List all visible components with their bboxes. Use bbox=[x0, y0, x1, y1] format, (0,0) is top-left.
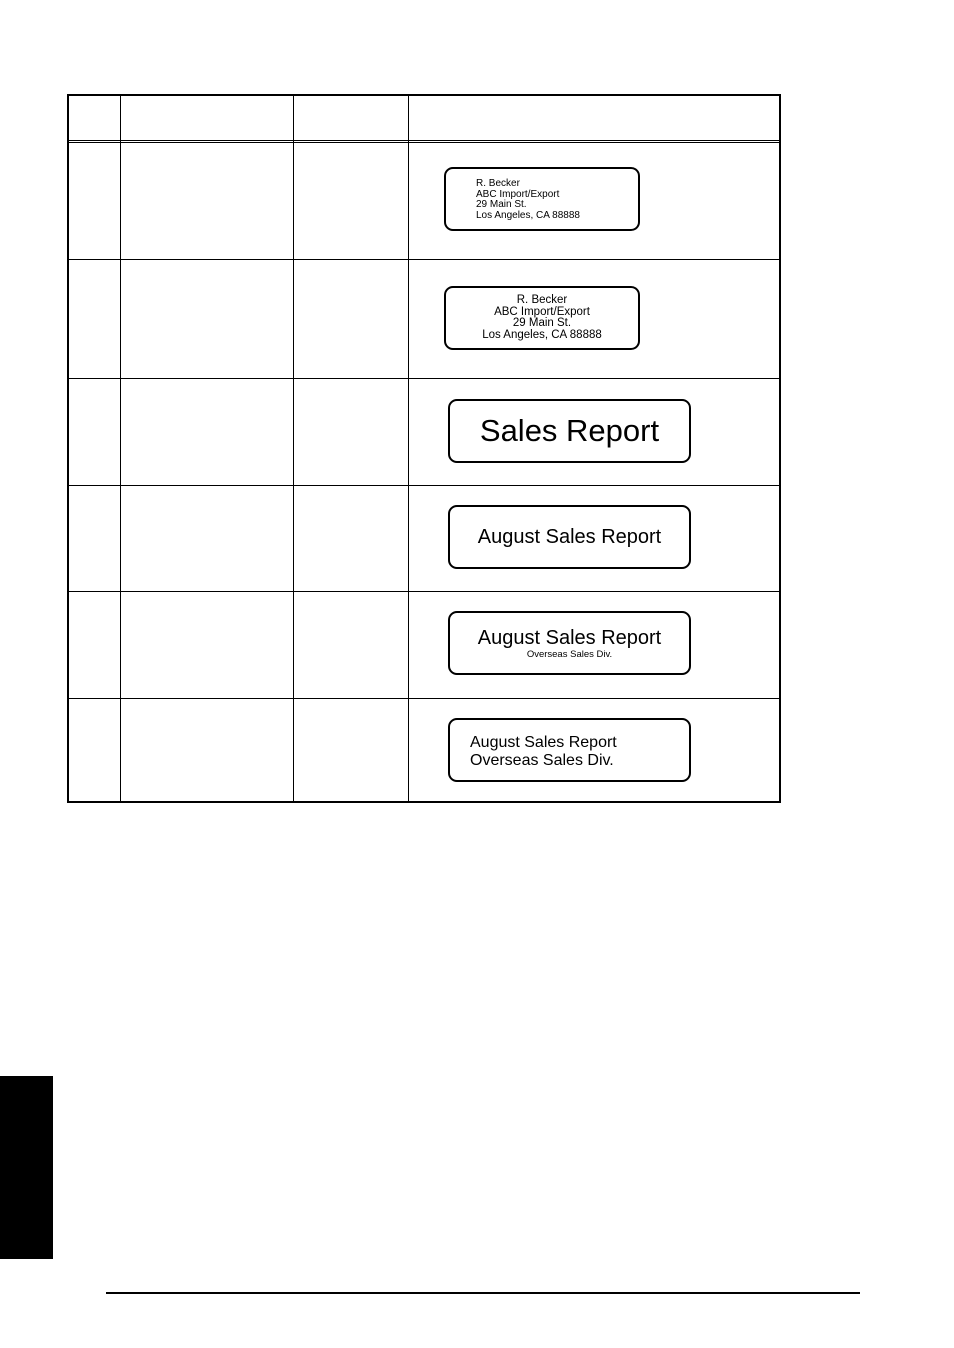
label-text-line: 29 Main St. bbox=[512, 317, 572, 329]
column-divider bbox=[408, 96, 409, 801]
label-text-line: August Sales Report bbox=[477, 526, 662, 548]
label-preview-two-line-left bbox=[448, 718, 691, 782]
label-preview-address-left bbox=[444, 167, 640, 231]
footer-rule bbox=[106, 1292, 860, 1294]
label-text-line: Los Angeles, CA 88888 bbox=[476, 209, 580, 221]
label-text-line: August Sales Report bbox=[470, 734, 617, 751]
row-divider bbox=[69, 485, 779, 486]
row-divider bbox=[69, 591, 779, 592]
label-examples-table bbox=[67, 94, 781, 803]
column-divider bbox=[293, 96, 294, 801]
column-divider bbox=[120, 96, 121, 801]
label-text-line: 29 Main St. bbox=[476, 199, 527, 210]
label-text-line: Los Angeles, CA 88888 bbox=[482, 328, 602, 341]
label-text-line: Sales Report bbox=[479, 413, 660, 448]
label-text-line: R. Becker bbox=[516, 294, 568, 306]
row-divider bbox=[69, 259, 779, 260]
label-preview-mixed-size bbox=[448, 611, 691, 675]
label-text-line: ABC Import/Export bbox=[494, 305, 590, 318]
label-text-line: R. Becker bbox=[476, 178, 520, 189]
label-preview-address-center bbox=[444, 286, 640, 350]
label-text-line: ABC Import/Export bbox=[476, 188, 560, 200]
row-divider bbox=[69, 378, 779, 379]
label-text-line: Overseas Sales Div. bbox=[526, 649, 613, 660]
row-divider bbox=[69, 698, 779, 699]
label-text-line: August Sales Report bbox=[477, 627, 662, 649]
label-preview-large-text bbox=[448, 399, 691, 463]
table-header bbox=[69, 96, 779, 141]
label-text-line: Overseas Sales Div. bbox=[470, 752, 614, 769]
label-preview-medium-text bbox=[448, 505, 691, 569]
chapter-side-tab bbox=[0, 1076, 53, 1259]
